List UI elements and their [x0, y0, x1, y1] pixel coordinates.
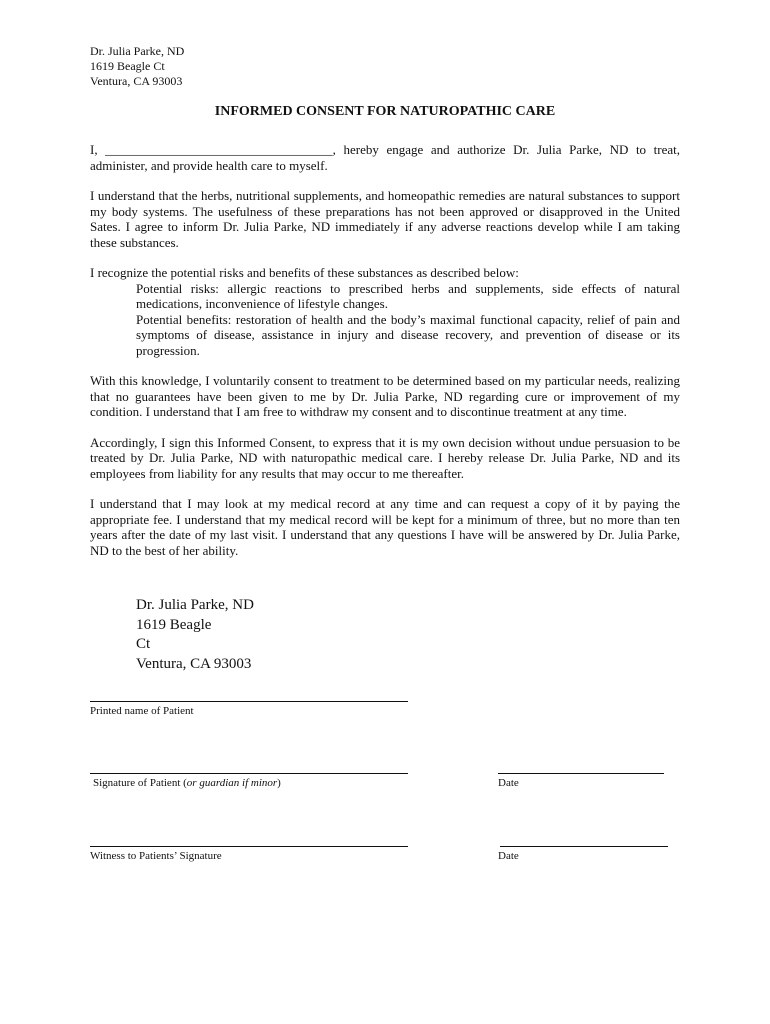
header-city: Ventura, CA 93003	[90, 74, 183, 88]
printed-name-label: Printed name of Patient	[90, 705, 194, 717]
address-street-suffix: Ct	[136, 636, 151, 652]
patient-signature-label	[93, 777, 281, 789]
address-city: Ventura, CA 93003	[136, 655, 252, 672]
address-name: Dr. Julia Parke, ND	[136, 597, 254, 613]
witness-signature-line[interactable]	[90, 846, 408, 847]
paragraph-release: Accordingly, I sign this Informed Consent, to express that it is my own decision without undue persuasion to be treated by Dr. Julia Parke, ND with naturopathic medical care. I hereby release Dr. Julia Parke, ND and its employees from liability for any results that may occur to me thereafter.	[90, 434, 680, 481]
header-street: 1619 Beagle Ct	[90, 59, 165, 73]
printed-name-line[interactable]	[90, 701, 408, 702]
potential-risks: Potential risks: allergic reactions to prescribed herbs and supplements, side effects of natural medications, inconvenience of lifestyle changes.	[136, 280, 680, 311]
paragraph-authorization: I, ___________________________________, hereby engage and authorize Dr. Julia Parke, ND to treat, administer, and provide health care to myself.	[90, 142, 680, 173]
consent-body	[90, 142, 680, 573]
patient-signature-line[interactable]	[90, 773, 408, 774]
patient-date-label: Date	[498, 777, 519, 789]
header-name: Dr. Julia Parke, ND	[90, 44, 185, 58]
risks-benefits-intro: I recognize the potential risks and benefits of these substances as described below:	[90, 265, 519, 280]
address-street: 1619 Beagle	[136, 616, 212, 633]
potential-benefits: Potential benefits: restoration of health and the body’s maximal functional capacity, relief of pain and symptoms of disease, assistance in injury and disease recovery, and prevention of disease or its progression.	[136, 311, 680, 358]
address-block	[136, 596, 254, 674]
witness-date-label: Date	[498, 850, 519, 862]
document-title: INFORMED CONSENT FOR NATUROPATHIC CARE	[214, 104, 556, 119]
witness-signature-label: Witness to Patients’ Signature	[90, 850, 222, 862]
patient-signature-label-start: Signature of Patient (	[93, 777, 187, 789]
paragraph-substances: I understand that the herbs, nutritional supplements, and homeopathic remedies are natural substances to support my body systems. The usefulness of these preparations has not been approved or disapproved in the United Sates. I agree to inform Dr. Julia Parke, ND immediately if any adverse reactions develop while I am taking these substances.	[90, 188, 680, 250]
paragraph-risks-benefits	[90, 265, 680, 358]
patient-signature-label-end: )	[277, 777, 281, 789]
patient-date-line[interactable]	[498, 773, 664, 774]
practitioner-header	[90, 44, 184, 89]
paragraph-voluntary-consent: With this knowledge, I voluntarily consent to treatment to be determined based on my particular needs, realizing that no guarantees have been given to me by Dr. Julia Parke, ND regarding cure or improvement of my condition. I understand that I am free to withdraw my consent and to discontinue treatment at any time.	[90, 373, 680, 419]
witness-date-line[interactable]	[500, 846, 668, 847]
paragraph-medical-record: I understand that I may look at my medical record at any time and can request a copy of it by paying the appropriate fee. I understand that my medical record will be kept for a minimum of three, but no more than ten years after the date of my last visit. I understand that any questions I have will be answered by Dr. Julia Parke, ND to the best of her ability.	[90, 496, 680, 558]
guardian-note: or guardian if minor	[186, 777, 278, 789]
risks-benefits-list	[90, 281, 680, 359]
